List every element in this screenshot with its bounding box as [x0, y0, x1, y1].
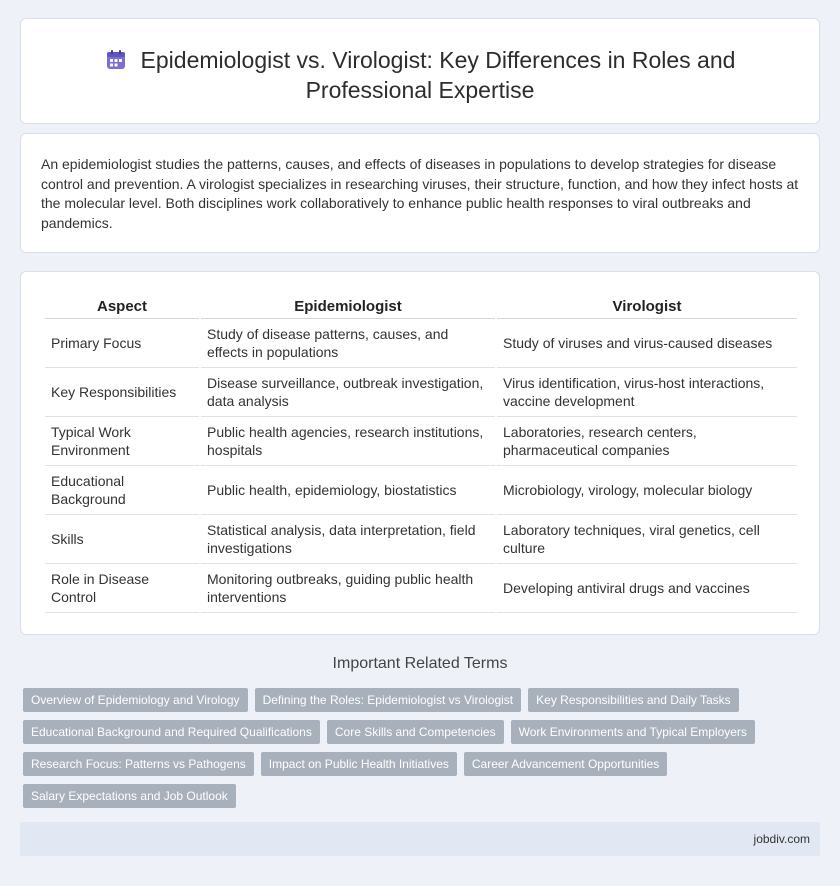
comparison-table-card — [20, 271, 820, 635]
virologist-cell: Study of viruses and virus-caused diseases — [497, 319, 797, 368]
virologist-cell: Developing antiviral drugs and vaccines — [497, 564, 797, 613]
aspect-cell: Key Responsibilities — [45, 368, 199, 417]
virologist-cell: Laboratory techniques, viral genetics, cell culture — [497, 515, 797, 564]
related-term-tag[interactable]: Core Skills and Competencies — [327, 720, 504, 744]
table-row — [45, 564, 797, 613]
table-row — [45, 319, 797, 368]
virologist-cell: Microbiology, virology, molecular biology — [497, 466, 797, 515]
related-term-tag[interactable]: Overview of Epidemiology and Virology — [23, 688, 248, 712]
page-title — [21, 45, 819, 105]
epidemiologist-cell: Public health, epidemiology, biostatistics — [201, 466, 495, 515]
related-term-tag[interactable]: Educational Background and Required Qualifications — [23, 720, 320, 744]
virologist-cell: Virus identification, virus-host interactions, vaccine development — [497, 368, 797, 417]
related-terms-heading: Important Related Terms — [332, 655, 508, 672]
aspect-cell: Skills — [45, 515, 199, 564]
table-row — [45, 515, 797, 564]
title-line-1: Epidemiologist vs. Virologist: Key Differences in Roles and — [140, 47, 736, 73]
table-row — [45, 368, 797, 417]
footer-site-link[interactable]: jobdiv.com — [753, 832, 810, 846]
calendar-icon — [105, 49, 127, 71]
aspect-cell: Primary Focus — [45, 319, 199, 368]
header-epidemiologist: Epidemiologist — [201, 296, 495, 319]
header-virologist: Virologist — [497, 296, 797, 319]
table-row — [45, 417, 797, 466]
table-row — [45, 466, 797, 515]
intro-card — [20, 133, 820, 253]
related-term-tag[interactable]: Salary Expectations and Job Outlook — [23, 784, 236, 808]
related-terms-list — [23, 688, 803, 808]
related-term-tag[interactable]: Work Environments and Typical Employers — [511, 720, 755, 744]
related-term-tag[interactable]: Research Focus: Patterns vs Pathogens — [23, 752, 254, 776]
related-term-tag[interactable]: Career Advancement Opportunities — [464, 752, 667, 776]
intro-paragraph: An epidemiologist studies the patterns, causes, and effects of diseases in populations to develop strategies for disease control and prevention. A virologist specializes in researching viruses, their structure, function, and how they infect hosts at the molecular level. Both disciplines work collaboratively to enhance public health responses to viral outbreaks and pandemics. — [41, 156, 799, 231]
aspect-cell: Typical Work Environment — [45, 417, 199, 466]
title-line-2: Professional Expertise — [305, 77, 535, 103]
epidemiologist-cell: Public health agencies, research institutions, hospitals — [201, 417, 495, 466]
epidemiologist-cell: Disease surveillance, outbreak investigation, data analysis — [201, 368, 495, 417]
virologist-cell: Laboratories, research centers, pharmaceutical companies — [497, 417, 797, 466]
header-aspect: Aspect — [45, 296, 199, 319]
related-term-tag[interactable]: Defining the Roles: Epidemiologist vs Virologist — [255, 688, 522, 712]
footer-bar — [20, 822, 820, 856]
epidemiologist-cell: Study of disease patterns, causes, and effects in populations — [201, 319, 495, 368]
epidemiologist-cell: Statistical analysis, data interpretation, field investigations — [201, 515, 495, 564]
table-header-row — [45, 296, 797, 319]
related-term-tag[interactable]: Impact on Public Health Initiatives — [261, 752, 457, 776]
related-term-tag[interactable]: Key Responsibilities and Daily Tasks — [528, 688, 739, 712]
comparison-table — [43, 296, 799, 613]
epidemiologist-cell: Monitoring outbreaks, guiding public health interventions — [201, 564, 495, 613]
title-card — [20, 18, 820, 124]
aspect-cell: Role in Disease Control — [45, 564, 199, 613]
aspect-cell: Educational Background — [45, 466, 199, 515]
